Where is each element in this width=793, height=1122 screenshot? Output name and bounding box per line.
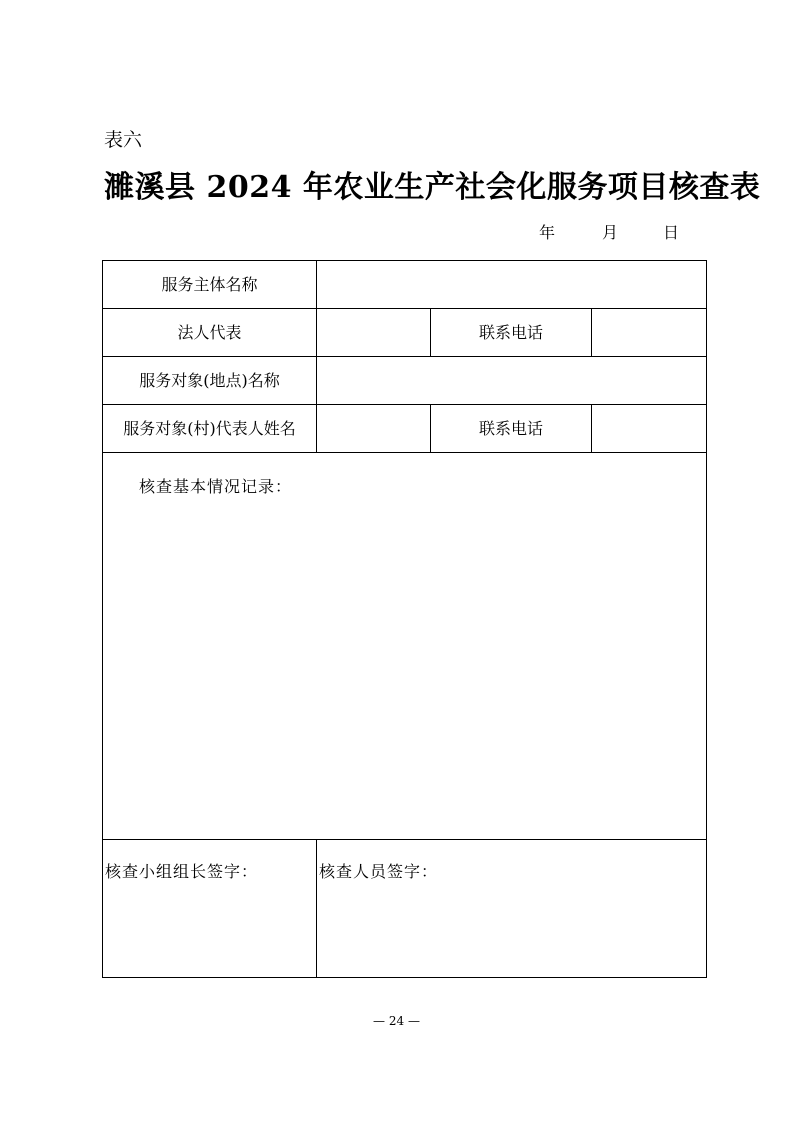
phone-field-1[interactable] xyxy=(592,309,707,357)
legal-rep-field[interactable] xyxy=(317,309,431,357)
date-day-label: 日 xyxy=(663,223,680,242)
inspector-signature-label: 核查人员签字： xyxy=(319,862,439,881)
table-row xyxy=(103,405,707,453)
table-row xyxy=(103,840,707,978)
table-row xyxy=(103,357,707,405)
inspection-notes-field[interactable] xyxy=(103,453,707,840)
inspection-form-table xyxy=(102,260,707,978)
phone-label-2: 联系电话 xyxy=(431,405,592,453)
service-entity-field[interactable] xyxy=(317,261,707,309)
group-leader-signature-label: 核查小组组长签字： xyxy=(105,862,259,881)
table-row xyxy=(103,453,707,840)
village-rep-label: 服务对象(村)代表人姓名 xyxy=(103,405,317,453)
legal-rep-label: 法人代表 xyxy=(103,309,317,357)
group-leader-signature-field[interactable] xyxy=(103,840,317,978)
service-target-location-field[interactable] xyxy=(317,357,707,405)
table-row xyxy=(103,261,707,309)
page-number: — 24 — xyxy=(373,1014,420,1028)
inspection-notes-label: 核查基本情况记录： xyxy=(139,477,293,496)
phone-field-2[interactable] xyxy=(592,405,707,453)
service-entity-label: 服务主体名称 xyxy=(103,261,317,309)
table-number-label: 表六 xyxy=(104,129,143,151)
phone-label-1: 联系电话 xyxy=(431,309,592,357)
service-target-location-label: 服务对象(地点)名称 xyxy=(103,357,317,405)
village-rep-field[interactable] xyxy=(317,405,431,453)
inspector-signature-field[interactable] xyxy=(317,840,707,978)
date-month-label: 月 xyxy=(602,223,619,242)
date-year-label: 年 xyxy=(539,223,556,242)
page-title: 濉溪县 2024 年农业生产社会化服务项目核查表 xyxy=(104,170,761,205)
table-row xyxy=(103,309,707,357)
